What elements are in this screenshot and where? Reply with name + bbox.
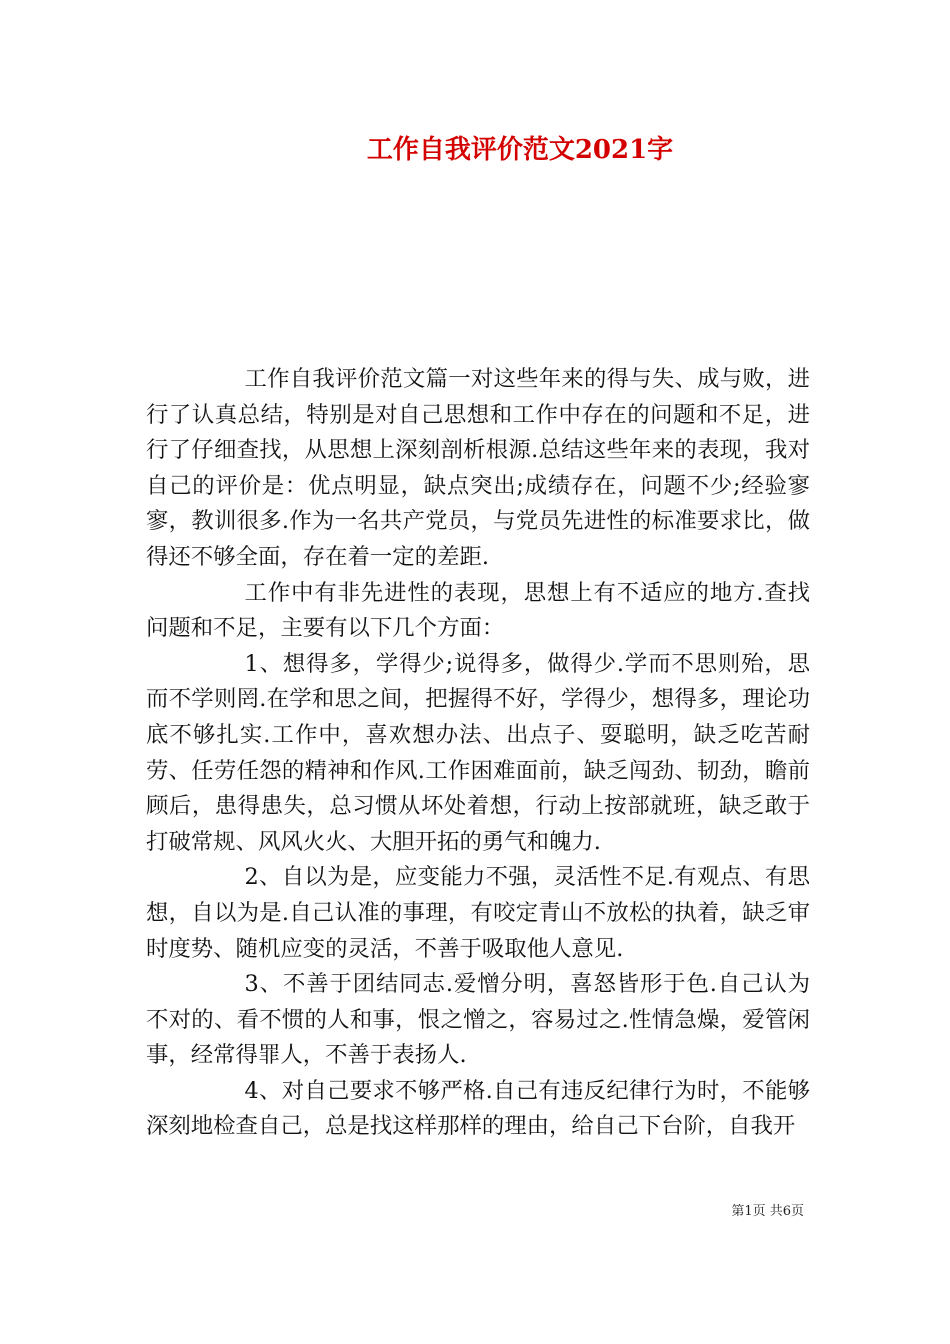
paragraph-2: 工作中有非先进性的表现，思想上有不适应的地方.查找问题和不足，主要有以下几个方面： (146, 579, 810, 642)
document-body (146, 362, 810, 1145)
page-number-footer: 第1页 共6页 (731, 1204, 804, 1219)
paragraph-3: 1、想得多，学得少;说得多，做得少.学而不思则殆，思而不学则罔.在学和思之间，把握得不好，学得少，想得多，理论功底不够扎实.工作中，喜欢想办法、出点子、耍聪明，缺乏吃苦耐劳、任劳任怨的精神和作风.工作困难面前，缺乏闯劲、韧劲，瞻前顾后，患得患失，总习惯从坏处着想，行动上按部就班，缺乏敢于打破常规、风风火火、大胆开拓的勇气和魄力. (146, 650, 810, 855)
page-title: 工作自我评价范文2021字 (366, 135, 674, 165)
paragraph-4: 2、自以为是，应变能力不强，灵活性不足.有观点、有思想，自以为是.自己认准的事理，有咬定青山不放松的执着，缺乏审时度势、随机应变的灵活，不善于吸取他人意见. (146, 864, 810, 962)
paragraph-1: 工作自我评价范文篇一对这些年来的得与失、成与败，进行了认真总结，特别是对自己思想和工作中存在的问题和不足，进行了仔细查找，从思想上深刻剖析根源.总结这些年来的表现，我对自己的评价是：优点明显，缺点突出;成绩存在，问题不少;经验寥寥，教训很多.作为一名共产党员，与党员先进性的标准要求比，做得还不够全面，存在着一定的差距. (146, 366, 810, 570)
paragraph-5: 3、不善于团结同志.爱憎分明，喜怒皆形于色.自己认为不对的、看不惯的人和事，恨之憎之，容易过之.性情急燥，爱管闲事，经常得罪人，不善于表扬人. (146, 971, 810, 1069)
paragraph-6: 4、对自己要求不够严格.自己有违反纪律行为时，不能够深刻地检查自己，总是找这样那样的理由，给自己下台阶，自我开 (146, 1077, 810, 1140)
